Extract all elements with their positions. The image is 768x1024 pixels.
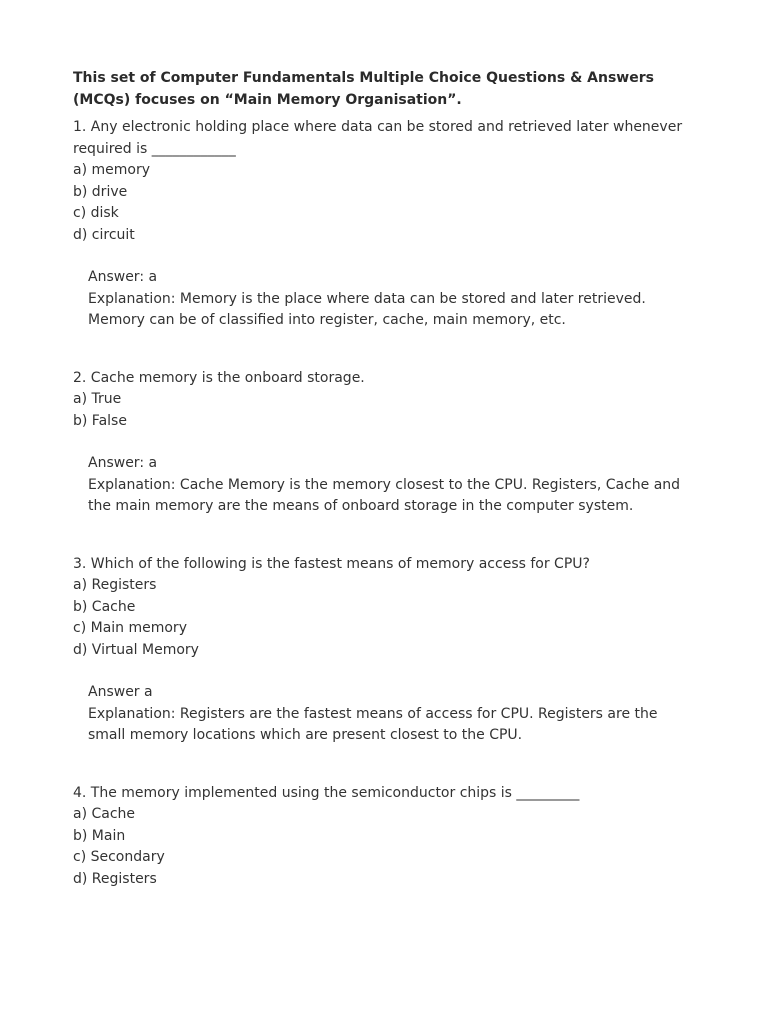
question-text: 1. Any electronic holding place where data can be stored and retrieved later whenever required is ____________ bbox=[73, 119, 683, 157]
spacer bbox=[73, 518, 693, 554]
explanation: Explanation: Cache Memory is the memory closest to the CPU. Registers, Cache and the main memory are the means of onboard storage in the computer system. bbox=[88, 476, 681, 514]
explanation: Explanation: Memory is the place where data can be stored and later retrieved. Memory can be of classified into register, cache, main memory, etc. bbox=[88, 290, 646, 328]
option-b: b) Main bbox=[73, 827, 126, 844]
answer-block bbox=[88, 453, 693, 518]
intro-heading: This set of Computer Fundamentals Multiple Choice Questions & Answers (MCQs) focuses on “Main Memory Organisation”. bbox=[73, 70, 654, 108]
option-a: a) Cache bbox=[73, 806, 136, 822]
answer-block bbox=[88, 682, 693, 747]
question-4 bbox=[73, 783, 693, 891]
answer-line: Answer: a bbox=[88, 455, 158, 471]
spacer bbox=[73, 747, 693, 783]
question-1 bbox=[73, 117, 693, 332]
question-2 bbox=[73, 368, 693, 518]
answer-line: Answer a bbox=[88, 684, 153, 700]
option-b: b) drive bbox=[73, 183, 128, 200]
option-d: d) Virtual Memory bbox=[73, 641, 199, 658]
document-page bbox=[73, 67, 693, 890]
answer-block bbox=[88, 267, 693, 332]
question-text: 2. Cache memory is the onboard storage. bbox=[73, 369, 365, 386]
option-a: a) memory bbox=[73, 162, 150, 178]
option-d: d) Registers bbox=[73, 870, 157, 887]
question-text: 3. Which of the following is the fastest means of memory access for CPU? bbox=[73, 555, 590, 572]
option-d: d) circuit bbox=[73, 226, 135, 243]
option-b: b) Cache bbox=[73, 598, 136, 615]
option-c: c) Secondary bbox=[73, 849, 165, 865]
option-c: c) disk bbox=[73, 205, 119, 221]
option-b: b) False bbox=[73, 412, 127, 429]
spacer bbox=[73, 332, 693, 368]
option-a: a) True bbox=[73, 391, 122, 407]
explanation: Explanation: Registers are the fastest means of access for CPU. Registers are the small memory locations which are present closest to the CPU. bbox=[88, 705, 658, 743]
option-c: c) Main memory bbox=[73, 620, 187, 636]
option-a: a) Registers bbox=[73, 577, 157, 593]
question-3 bbox=[73, 554, 693, 747]
answer-line: Answer: a bbox=[88, 269, 158, 285]
question-text: 4. The memory implemented using the semiconductor chips is _________ bbox=[73, 784, 580, 801]
